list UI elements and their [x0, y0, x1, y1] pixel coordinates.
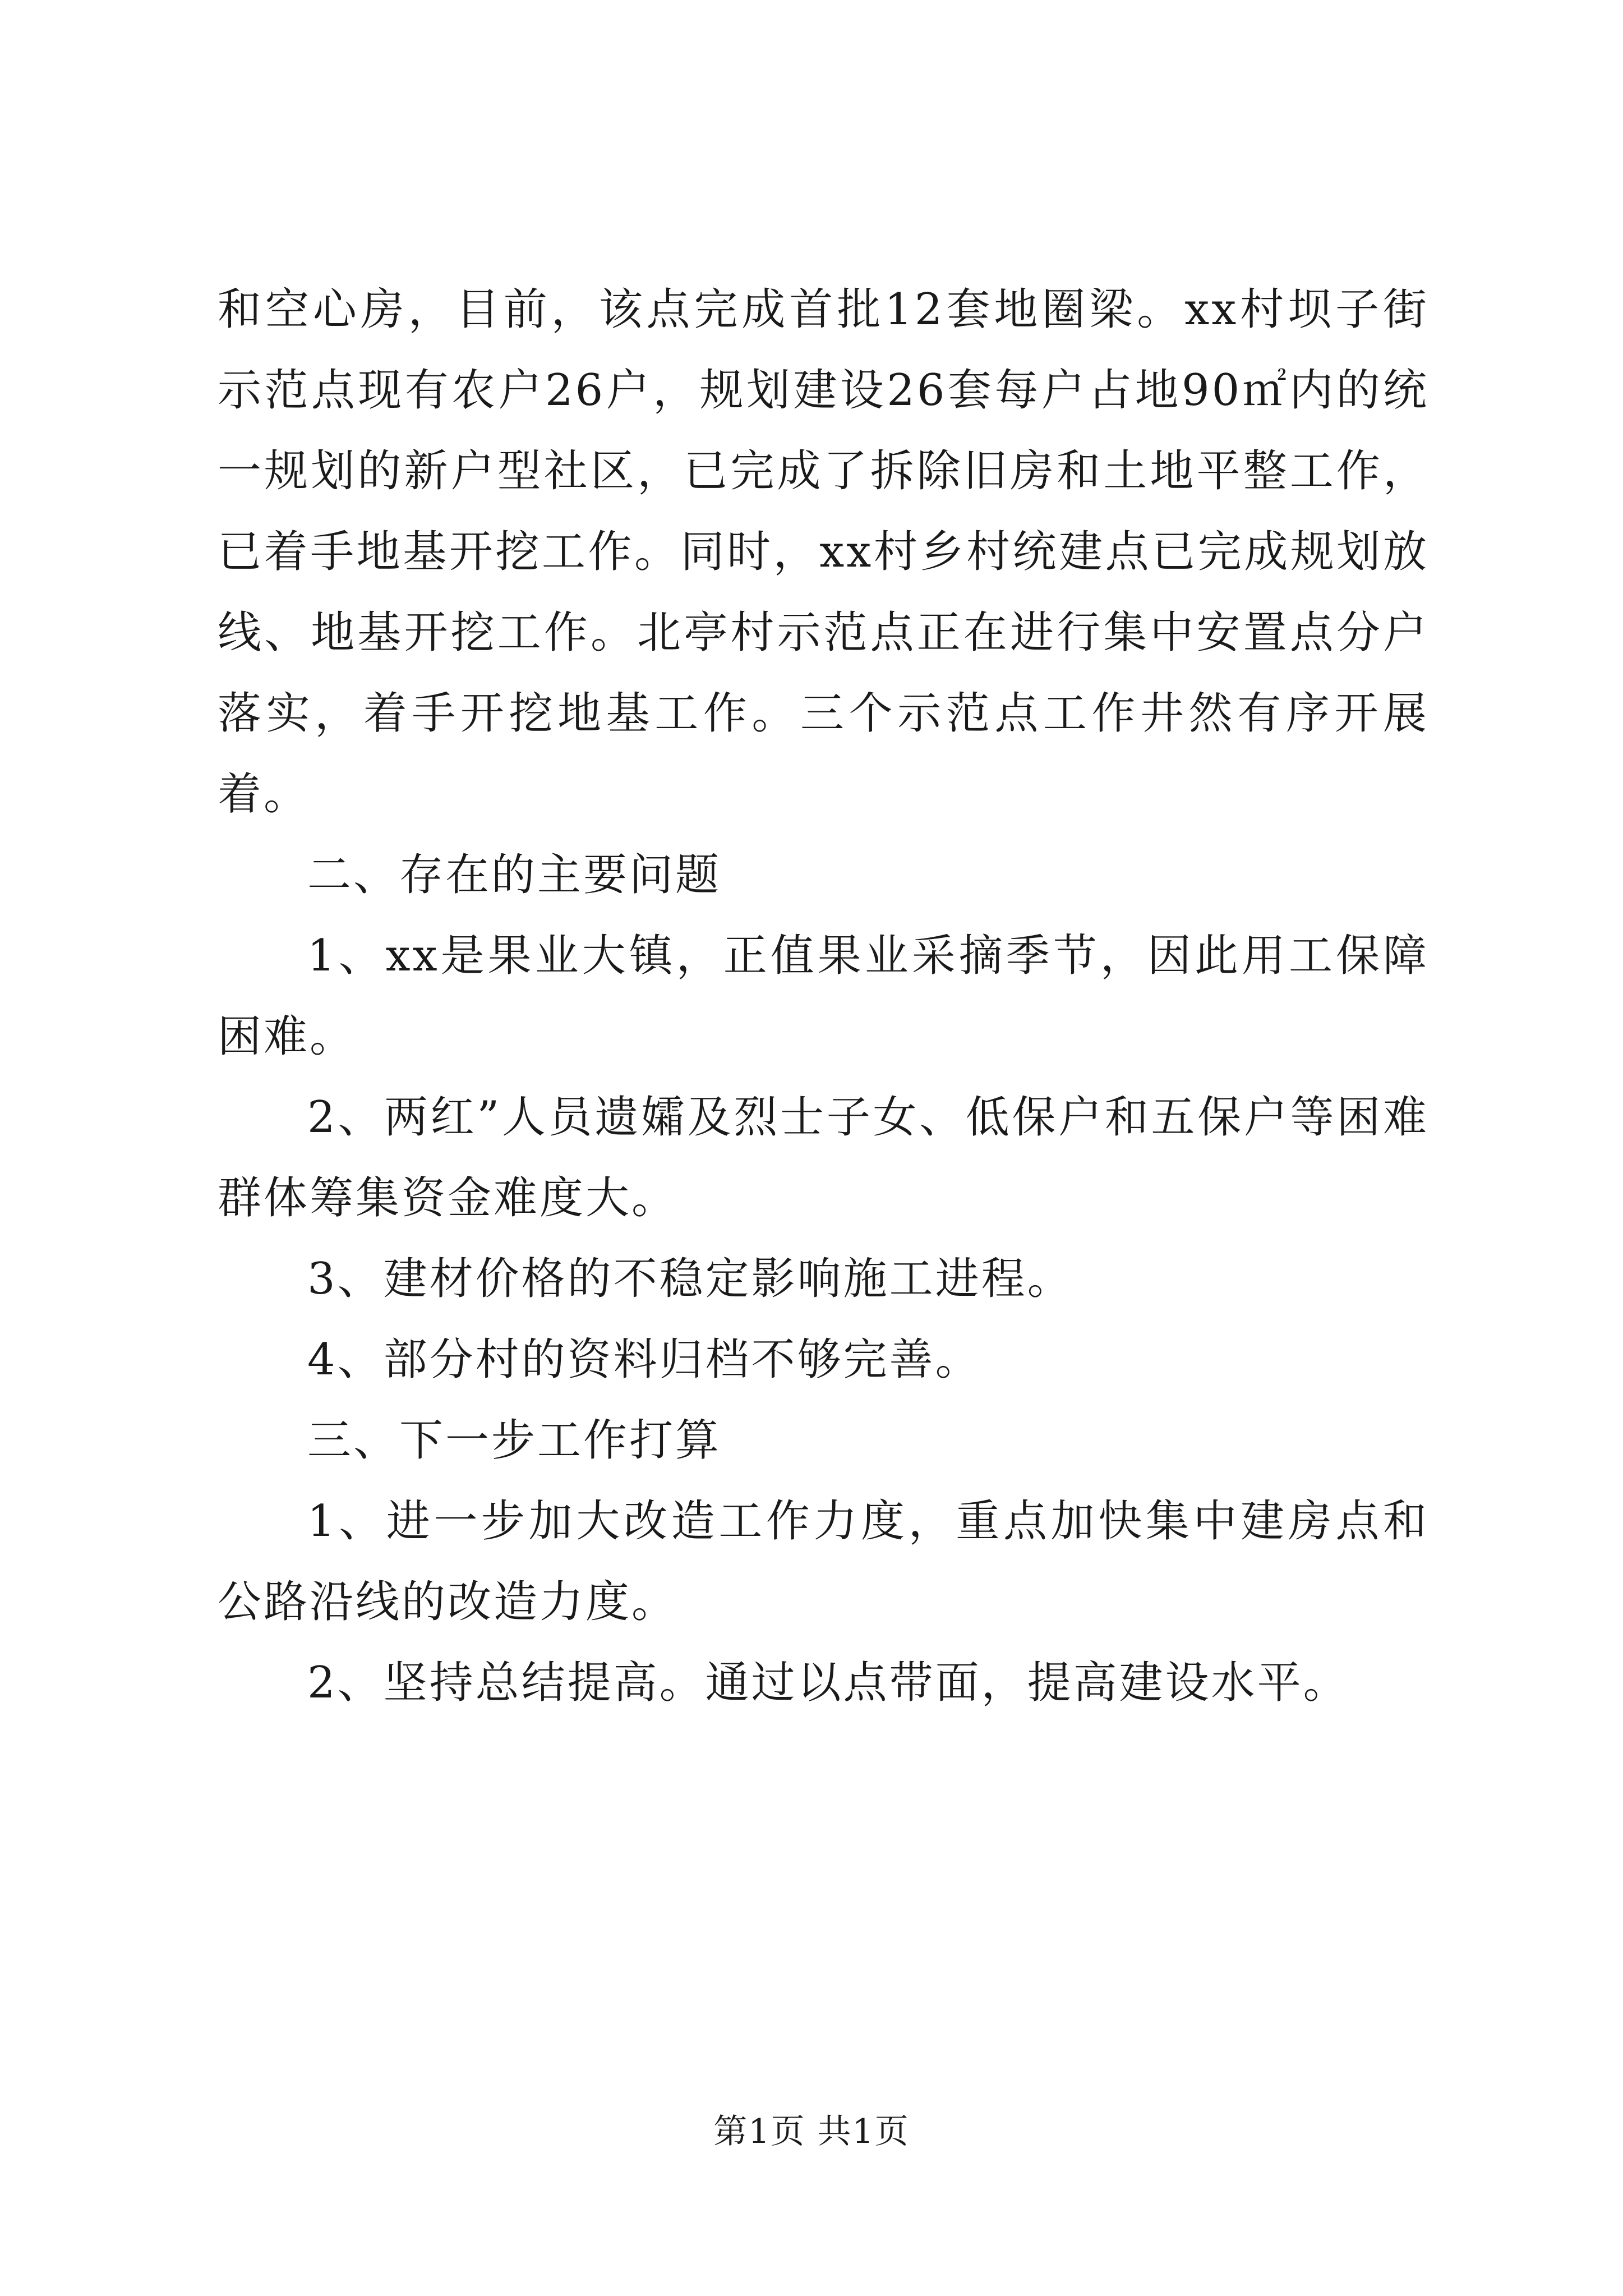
next-step-item-2: 2、坚持总结提高。通过以点带面，提高建设水平。	[307, 1658, 1349, 1708]
problem-item-2: 2、两红”人员遗孀及烈士子女、低保户和五保户等困难群体筹集资金难度大。	[218, 1092, 1429, 1223]
page-number-footer: 第1页 共1页	[713, 2112, 910, 2151]
next-step-item-1: 1、进一步加大改造工作力度，重点加快集中建房点和公路沿线的改造力度。	[218, 1496, 1429, 1627]
paragraph-continued: 和空心房，目前，该点完成首批12套地圈梁。xx村坝子街示范点现有农户26户，规划建设26套每户占地90㎡内的统一规划的新户型社区，已完成了拆除旧房和土地平整工作，已着手地基开挖工作。同时，xx村乡村统建点已完成规划放线、地基开挖工作。北亭村示范点正在进行集中安置点分户落实，着手开挖地基工作。三个示范点工作井然有序开展着。	[218, 284, 1429, 820]
section-heading-next-steps: 三、下一步工作打算	[307, 1415, 722, 1466]
section-heading-problems: 二、存在的主要问题	[307, 850, 722, 900]
problem-item-1: 1、xx是果业大镇，正值果业采摘季节，因此用工保障困难。	[218, 931, 1429, 1062]
document-body	[218, 269, 1429, 1723]
problem-item-3: 3、建材价格的不稳定影响施工进程。	[307, 1254, 1073, 1304]
problem-item-4: 4、部分村的资料归档不够完善。	[307, 1335, 981, 1385]
